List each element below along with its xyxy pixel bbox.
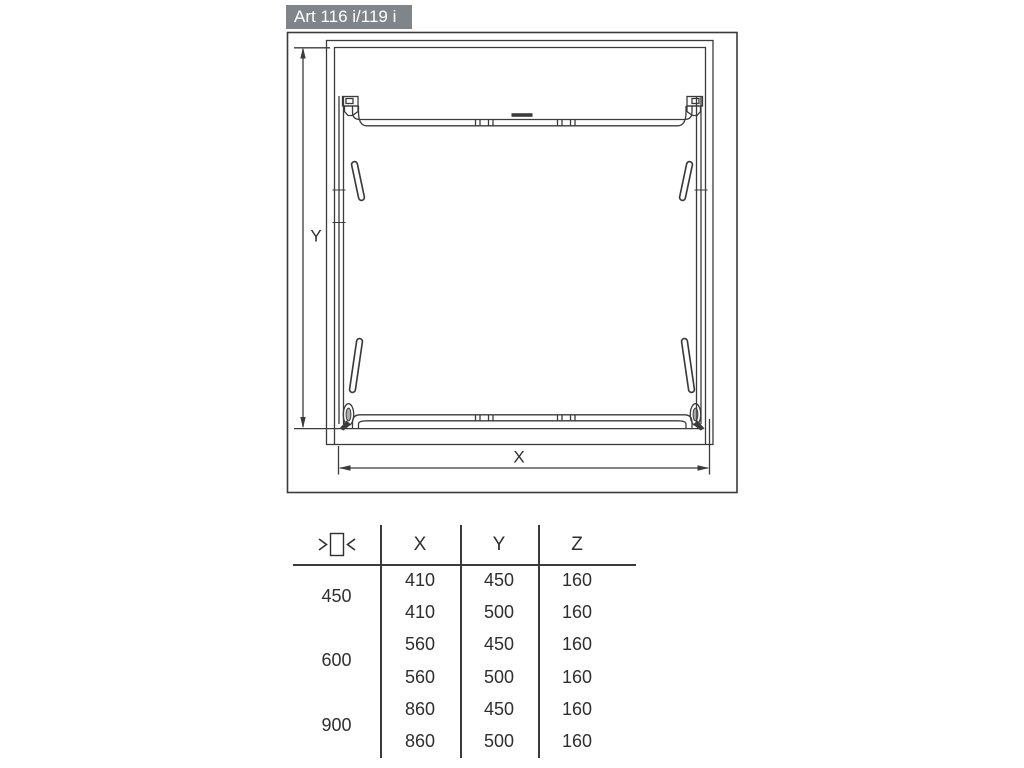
cabinet-inner-walls <box>327 41 714 445</box>
diagonal-levers <box>353 165 692 390</box>
table-cell: 500 <box>483 666 515 687</box>
table-cell: 160 <box>561 601 593 622</box>
table-cell: 160 <box>561 634 593 655</box>
table-cell: 410 <box>404 569 436 590</box>
product-title-badge: Art 116 i/119 i <box>286 5 412 29</box>
table-cell: 860 <box>404 698 436 719</box>
tube-connector-ticks <box>476 120 576 421</box>
bottom-left-clamp <box>340 404 354 431</box>
col-header-y: Y <box>492 533 506 555</box>
dimensions-table <box>293 525 636 758</box>
top-right-bracket <box>687 97 703 116</box>
y-dimension-label: Y <box>310 226 322 246</box>
table-cell: 160 <box>561 698 593 719</box>
cabinet-width-group-label: 450 <box>321 585 352 606</box>
cabinet-outer-outline <box>288 33 738 493</box>
table-cell: 450 <box>483 634 515 655</box>
table-cell: 410 <box>404 601 436 622</box>
table-cell: 560 <box>404 666 436 687</box>
pullout-frame <box>294 96 705 431</box>
cabinet-width-group-label: 600 <box>321 650 352 671</box>
table-cell: 500 <box>483 601 515 622</box>
table-cell: 160 <box>561 731 593 752</box>
x-dimension-arrow <box>339 419 710 475</box>
col-header-x: X <box>413 533 427 555</box>
cabinet-width-icon <box>293 525 380 564</box>
table-cell: 560 <box>404 634 436 655</box>
cabinet-width-group-label: 900 <box>321 714 352 735</box>
y-dimension-arrow <box>294 47 330 428</box>
table-cell: 860 <box>404 731 436 752</box>
table-cell: 500 <box>483 731 515 752</box>
center-stop-detail <box>512 113 533 117</box>
table-cell: 450 <box>483 569 515 590</box>
table-cell: 160 <box>561 569 593 590</box>
x-dimension-label: X <box>513 447 525 467</box>
table-cell: 450 <box>483 698 515 719</box>
top-left-bracket <box>343 97 359 116</box>
table-cell: 160 <box>561 666 593 687</box>
col-header-z: Z <box>571 533 583 555</box>
